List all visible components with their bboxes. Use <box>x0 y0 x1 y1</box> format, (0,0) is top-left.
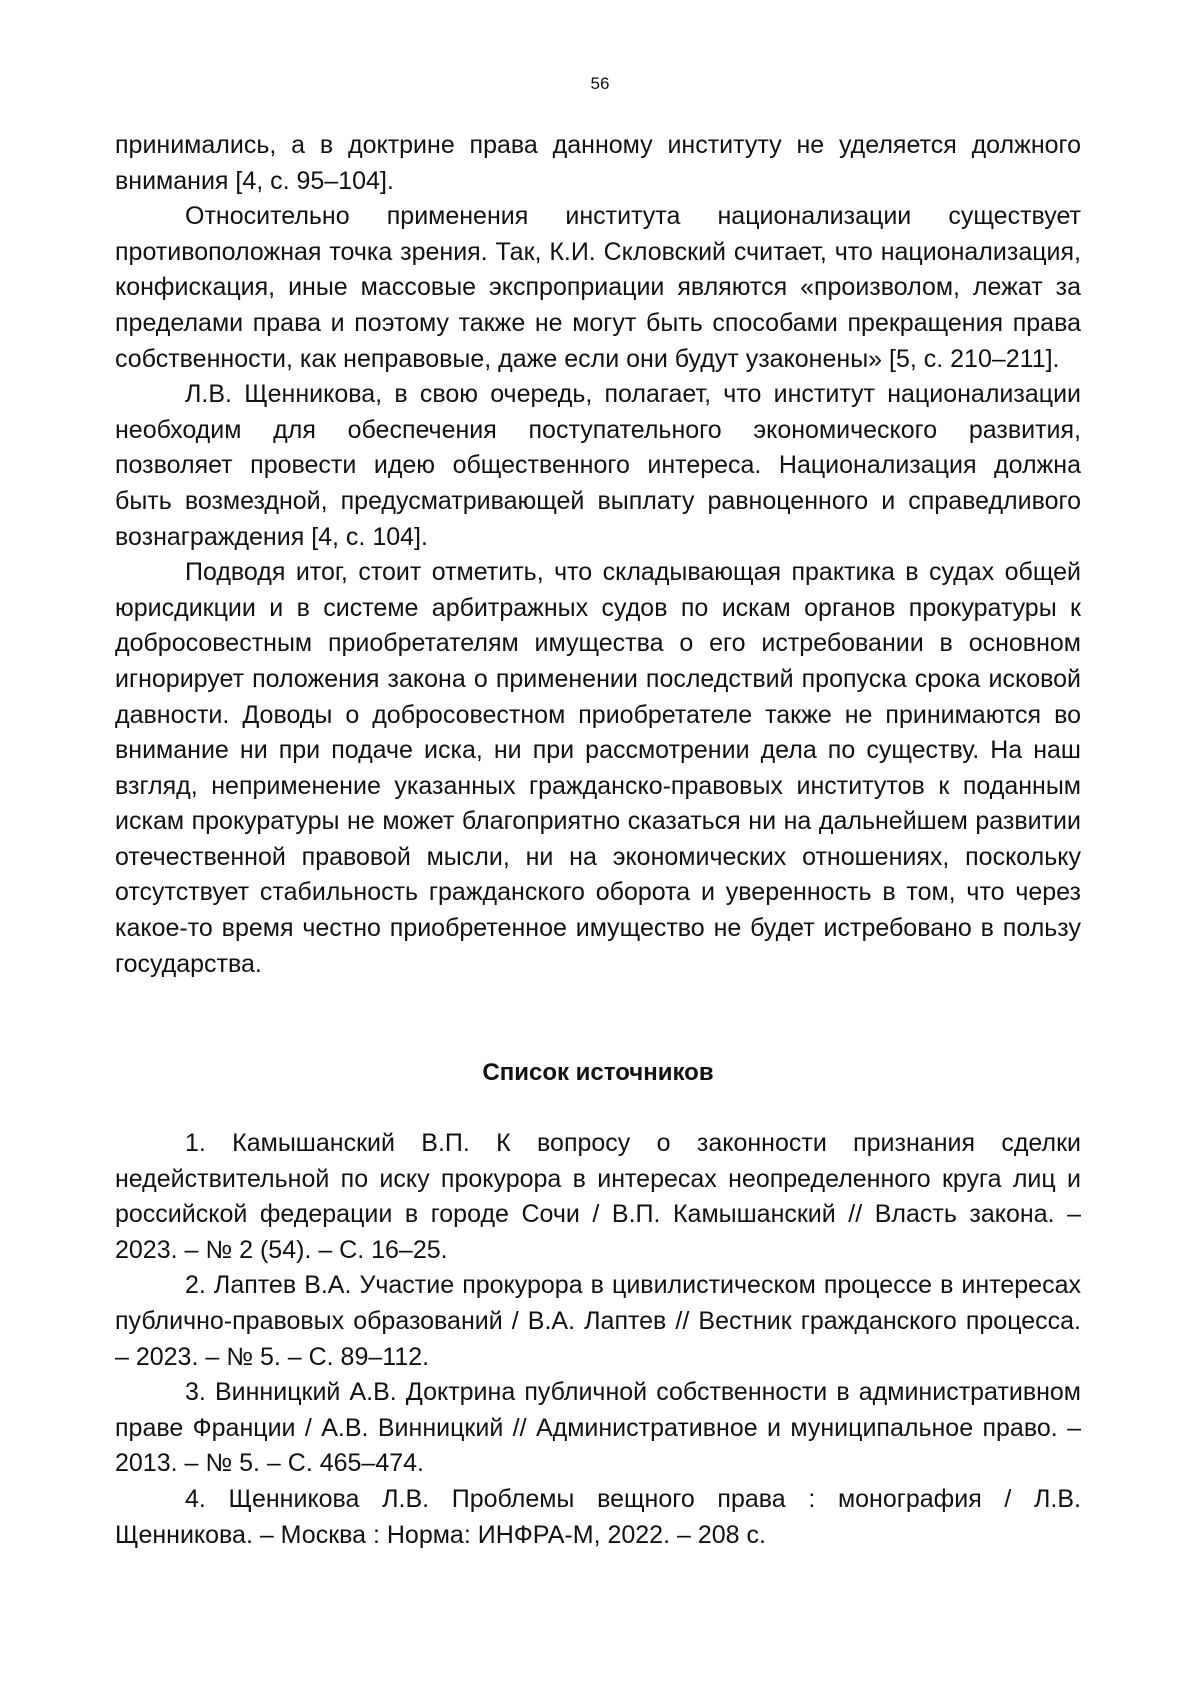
paragraph-conclusion: Подводя итог, стоит отметить, что складывающая практика в судах общей юрисдикции и в системе арбитражных судов по искам органов прокуратуры к добросовестным приобретателям имущества о его истребовании в основном игнорирует положения закона о применении последствий пропуска срока исковой давности. Доводы о добросовестном приобретателе также не принимаются во внимание ни при подаче иска, ни при рассмотрении дела по существу. На наш взгляд, неприменение указанных гражданско-правовых институтов к поданным искам прокуратуры не может благоприятно сказаться ни на дальнейшем развитии отечественной правовой мысли, ни на экономических отношениях, поскольку отсутствует стабильность гражданского оборота и уверенность в том, что через какое-то время честно приобретенное имущество не будет истребовано в пользу государства. <box>115 558 1081 978</box>
page-number: 56 <box>590 74 610 93</box>
sources-heading: Список источников <box>482 1059 714 1086</box>
paragraph-sklovsky: Относительно применения института национализации существует противоположная точка зрения. Так, К.И. Скловский считает, что национализация, конфискация, иные массовые экспроприации являются «произволом, лежат за пределами права и поэтому также не могут быть способами прекращения права собственности, как неправовые, даже если они будут узаконены» [5, с. 210–211]. <box>115 202 1081 373</box>
sources-list <box>115 1126 1081 1553</box>
source-item: 3. Винницкий А.В. Доктрина публичной собственности в административном праве Франции / А.В. Винницкий // Административное и муниципальное право. – 2013. – № 5. – С. 465–474. <box>115 1378 1081 1478</box>
source-item: 4. Щенникова Л.В. Проблемы вещного права : монография / Л.В. Щенникова. – Москва : Норма: ИНФРА-М, 2022. – 208 с. <box>115 1484 1081 1549</box>
paragraph-shchennikova: Л.В. Щенникова, в свою очередь, полагает, что институт национализации необходим для обеспечения поступательного экономического развития, позволяет провести идею общественного интереса. Национализация должна быть возмездной, предусматривающей выплату равноценного и справедливого вознаграждения [4, с. 104]. <box>115 380 1081 551</box>
paragraph-continuation: принимались, а в доктрине права данному институту не уделяется должного внимания [4, с. 95–104]. <box>115 131 1081 195</box>
body-text <box>115 128 1081 982</box>
source-item: 1. Камышанский В.П. К вопросу о законности признания сделки недействительной по иску прокурора в интересах неопределенного круга лиц и российской федерации в городе Сочи / В.П. Камышанский // Власть закона. – 2023. – № 2 (54). – С. 16–25. <box>115 1129 1081 1264</box>
source-item: 2. Лаптев В.А. Участие прокурора в цивилистическом процессе в интересах публично-правовых образований / В.А. Лаптев // Вестник гражданского процесса. – 2023. – № 5. – С. 89–112. <box>115 1271 1081 1371</box>
